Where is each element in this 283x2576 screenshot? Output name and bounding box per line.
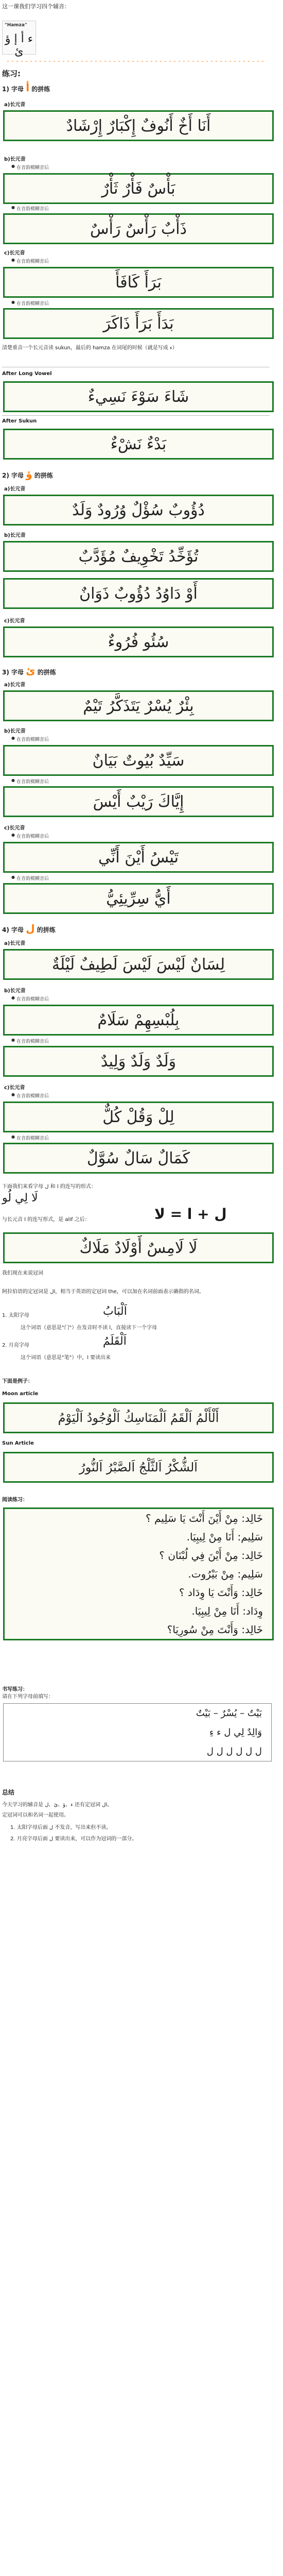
section4-title-label: 4) 字母 bbox=[2, 926, 24, 934]
section4-box2: بِلُبْسِهِمْ سَلَامٌ bbox=[3, 1005, 274, 1036]
section4-sub-b: b)长元音 bbox=[4, 988, 26, 994]
moon-article-heading: Moon article bbox=[2, 1391, 39, 1397]
section1-tail-note: 清楚重音一个长元音读 sukun，最后的 hamza 在词尾的时候（就是写成 ء） bbox=[2, 345, 178, 351]
section2-title bbox=[2, 468, 53, 480]
section3-box4: تَيْسُ أَيْنَ أَنِّي bbox=[3, 842, 274, 873]
sun-article-heading: Sun Article bbox=[2, 1440, 34, 1446]
section3-box3: إِيَّاكَ رَيْبٌ أَيْسَ bbox=[3, 786, 274, 817]
section3-note-b1: ● 在音韵模糊音后 bbox=[16, 736, 49, 742]
moon-letter-example: اَلْقَلَمُ bbox=[103, 1335, 127, 1348]
section2-box4: سُئُو فُرُوءٌ bbox=[3, 626, 274, 657]
section4-note-c2: ● 在音韵模糊音后 bbox=[16, 1134, 49, 1141]
examples-heading: 下面是例子： bbox=[2, 1379, 33, 1384]
section4-sub-a: a)长元音 bbox=[4, 941, 26, 946]
divider bbox=[2, 415, 270, 416]
section2-title-tail: 的拼练 bbox=[34, 472, 53, 479]
section3-title-letter: ئ bbox=[26, 665, 36, 677]
writing-heading: 书写练习： bbox=[2, 1687, 28, 1692]
section2-box3: أَوْ دَاوُدُ دُؤُوبٌ ذَوَانٌ bbox=[3, 578, 274, 609]
section4-note-b2: ● 在音韵模糊音后 bbox=[16, 1038, 49, 1044]
section2-title-letter: ؤ bbox=[26, 468, 32, 480]
section1-note-c2: ● 在音韵模糊音后 bbox=[16, 300, 49, 307]
section1-note-c1: ● 在音韵模糊音后 bbox=[16, 258, 49, 264]
section1-box3: ذَأْبٌ رَأْسٌ رَأْسٌ bbox=[3, 213, 274, 244]
section1-title-letter: أ bbox=[26, 81, 30, 94]
moon-letter-label: 2. 月亮字母 bbox=[2, 1343, 29, 1348]
moon-article-box: أَلْأَلْمُ اَلْقَمُ اَلْمَنَاسِكُ اَلْوُجُودُ اَلْيَوْمُ bbox=[3, 1402, 274, 1433]
sun-article-box: اَلشُّكْرُ اَلثَّلْجُ اَلصَّبْرُ اَلنُّورُ bbox=[3, 1452, 274, 1483]
lam-alif-intro: 下面我们来看字母 ل 和 ا 的连写的形式： bbox=[2, 1184, 96, 1190]
section3-sub-c: c)长元音 bbox=[4, 825, 25, 831]
intro-text: 这一课我们学习四个辅音： bbox=[2, 3, 70, 10]
lam-alif-equation: ل + ا = لا bbox=[154, 1206, 227, 1223]
section1-title-label: 1) 字母 bbox=[2, 86, 24, 93]
section1-box4: بَرَأَ كَافَأَ bbox=[3, 267, 274, 298]
section4-box4: لِلْ وَقُلْ كُلٌّ bbox=[3, 1101, 274, 1132]
section4-note-b1: ● 在音韵模糊音后 bbox=[16, 995, 49, 1002]
writing-box bbox=[3, 1703, 272, 1761]
section3-title bbox=[2, 665, 56, 677]
section3-box2: سَيِّدٌ بُيُوتٌ بَيَانٌ bbox=[3, 745, 274, 776]
section3-sub-a: a)长元音 bbox=[4, 682, 26, 688]
dialog-line: سَلِيم: مِنْ بَيْرُوت. bbox=[188, 1568, 263, 1580]
summary-l2: 定冠词可以和名词一起使用。 bbox=[2, 1812, 69, 1818]
stroke-diagram bbox=[2, 59, 270, 64]
sun-letter-example: اَلْبَابُ bbox=[103, 1305, 127, 1318]
dialog-line: وِدَاد: أَنَا مِنْ لِيبِيَا. bbox=[191, 1605, 263, 1617]
section3-box1: بِئْرٌ يُسْرٌ يَتَذَكَّرُ تَيْمٌ bbox=[3, 690, 274, 721]
section1-sub-c: c)长元音 bbox=[4, 250, 25, 256]
section1-sub-a: a)长元音 bbox=[4, 102, 26, 108]
section2-box2: تُؤَخِّدُ تَخْوِيفٌ مُؤَدَّبٌ bbox=[3, 541, 274, 572]
after-long-vowel-heading: After Long Vowel bbox=[2, 371, 52, 377]
section2-box1: دُؤُوبٌ سُؤْلٌ وُرُودٌ وَلَدٌ bbox=[3, 495, 274, 526]
sun-letter-text: 这个词语（意思是"门"）在发音时不读 l，直接读下一个字母 bbox=[21, 1325, 157, 1331]
section1-note-b2: ● 在音韵模糊音后 bbox=[16, 205, 49, 212]
writing-line: بَيْتٌ – يُسْرٌ – بَيْتٌ bbox=[196, 1708, 262, 1719]
practice-heading: 练习: bbox=[2, 69, 21, 78]
reading-dialog bbox=[3, 1507, 274, 1640]
section1-box6: شَاءَ سَوْءَ نَسِيءٌ bbox=[3, 381, 274, 412]
lam-alif-forms: لَا لِي لُو bbox=[2, 1192, 38, 1205]
section3-title-label: 3) 字母 bbox=[2, 669, 24, 676]
after-sukun-heading: After Sukun bbox=[2, 418, 37, 424]
section1-note-b1: ● 在音韵模糊音后 bbox=[16, 164, 49, 171]
section2-sub-c: c)长元音 bbox=[4, 618, 25, 624]
section3-box5: أَيُّ سِرِّيئِيُّ bbox=[3, 883, 274, 914]
section1-title bbox=[2, 81, 50, 94]
article-paragraph: 阿拉伯语的定冠词是 ال，相当于英语的定冠词 the，可以加在名词前面表示确指的名词。 bbox=[2, 1289, 204, 1295]
dialog-line: خَالِد: مِنْ أَيْنَ أَنْتَ يَا سَلِيم ؟ bbox=[146, 1512, 263, 1524]
section1-box7: بَدْءٌ نَشْءٌ bbox=[3, 429, 274, 460]
section2-title-label: 2) 字母 bbox=[2, 472, 24, 479]
section4-box3: وَلَدٌ وَلَدٌ وَلِيدٌ bbox=[3, 1046, 274, 1077]
summary-heading: 总结 bbox=[2, 1789, 15, 1796]
dialog-line: خَالِد: وَأَنْتَ يَا وِدَاد ؟ bbox=[179, 1586, 263, 1599]
hamza-caption: "Hamza" bbox=[5, 23, 27, 28]
summary-l1: 今天学习的辅音是 ء、ؤ、ئ、ل 还有定冠词 ال。 bbox=[2, 1802, 113, 1808]
summary-l3: 1. 太阳字母后面 ل 不发音，写出来但不读。 bbox=[10, 1825, 112, 1831]
section3-note-c2: ● 在音韵模糊音后 bbox=[16, 875, 49, 882]
section1-sub-b: b)长元音 bbox=[4, 157, 26, 162]
section2-sub-b: b)长元音 bbox=[4, 533, 26, 538]
hamza-letter-box bbox=[2, 21, 36, 58]
section3-note-c1: ● 在音韵模糊音后 bbox=[16, 833, 49, 839]
section1-box2: بَأْسٌ فَأْرٌ ثَأْرٌ bbox=[3, 173, 274, 204]
section2-sub-a: a)长元音 bbox=[4, 486, 26, 492]
writing-subheading: 请在下列字母前填写： bbox=[2, 1694, 54, 1700]
section4-title-tail: 的拼练 bbox=[37, 926, 56, 934]
summary-l4: 2. 月亮字母后面 ل 要读出来，可以作为冠词的一部分。 bbox=[10, 1836, 137, 1842]
sun-letter-label: 1. 太阳字母 bbox=[2, 1313, 29, 1318]
section1-box5: بَدَأَ بَرَأَ ذَاكَرَ bbox=[3, 308, 274, 339]
hamza-glyphs: ء أ إ ؤ ئ bbox=[5, 32, 33, 58]
section4-box5: كَمَالٌ سَالٌ سُوَّلٌ bbox=[3, 1143, 274, 1174]
lam-alif-explain: 与长元音 ا 的连写形式，是 alif 之后： bbox=[2, 1217, 90, 1223]
section4-note-c1: ● 在音韵模糊音后 bbox=[16, 1092, 49, 1099]
dialog-line: سَلِيم: أَنَا مِنْ لِيبِيَا. bbox=[186, 1531, 263, 1543]
section4-title-letter: ل bbox=[26, 922, 35, 935]
section4-box1: لِسَانٌ لَيْسَ لَيْسَ لَطِيفٌ لَيْلَةٌ bbox=[3, 949, 274, 980]
section1-box1: أَنَا أَخٌ أَنُوفٌ إِكْبَارٌ إِرْشَادٌ bbox=[3, 110, 274, 141]
writing-line: وَالِدٌ لِي ل ء ءِ bbox=[209, 1727, 262, 1738]
dialog-line: خَالِد: مِنْ أَيْنَ فِي لُبْنَان ؟ bbox=[159, 1549, 263, 1562]
writing-line: ل ل ل ل ل ل bbox=[206, 1746, 262, 1757]
section3-note-b2: ● 在音韵模糊音后 bbox=[16, 778, 49, 785]
section4-title bbox=[2, 922, 56, 935]
reading-heading: 阅读练习： bbox=[2, 1497, 28, 1503]
section1-title-tail: 的拼练 bbox=[31, 86, 50, 93]
lam-alif-box: لَا لَامِسٌ أَوْلَادٌ مَلَاكٌ bbox=[3, 1232, 274, 1263]
section3-title-tail: 的拼练 bbox=[37, 669, 56, 676]
article-lead: 我们现在来说冠词 bbox=[2, 1270, 43, 1276]
moon-letter-text: 这个词语（意思是"笔"）中，l 要读出来 bbox=[21, 1355, 111, 1361]
section4-sub-c: c)长元音 bbox=[4, 1085, 25, 1091]
section3-sub-b: b)长元音 bbox=[4, 728, 26, 734]
dialog-line: خَالِد: وَأَنْتَ مِنْ سُورِيَا؟ bbox=[167, 1623, 263, 1636]
